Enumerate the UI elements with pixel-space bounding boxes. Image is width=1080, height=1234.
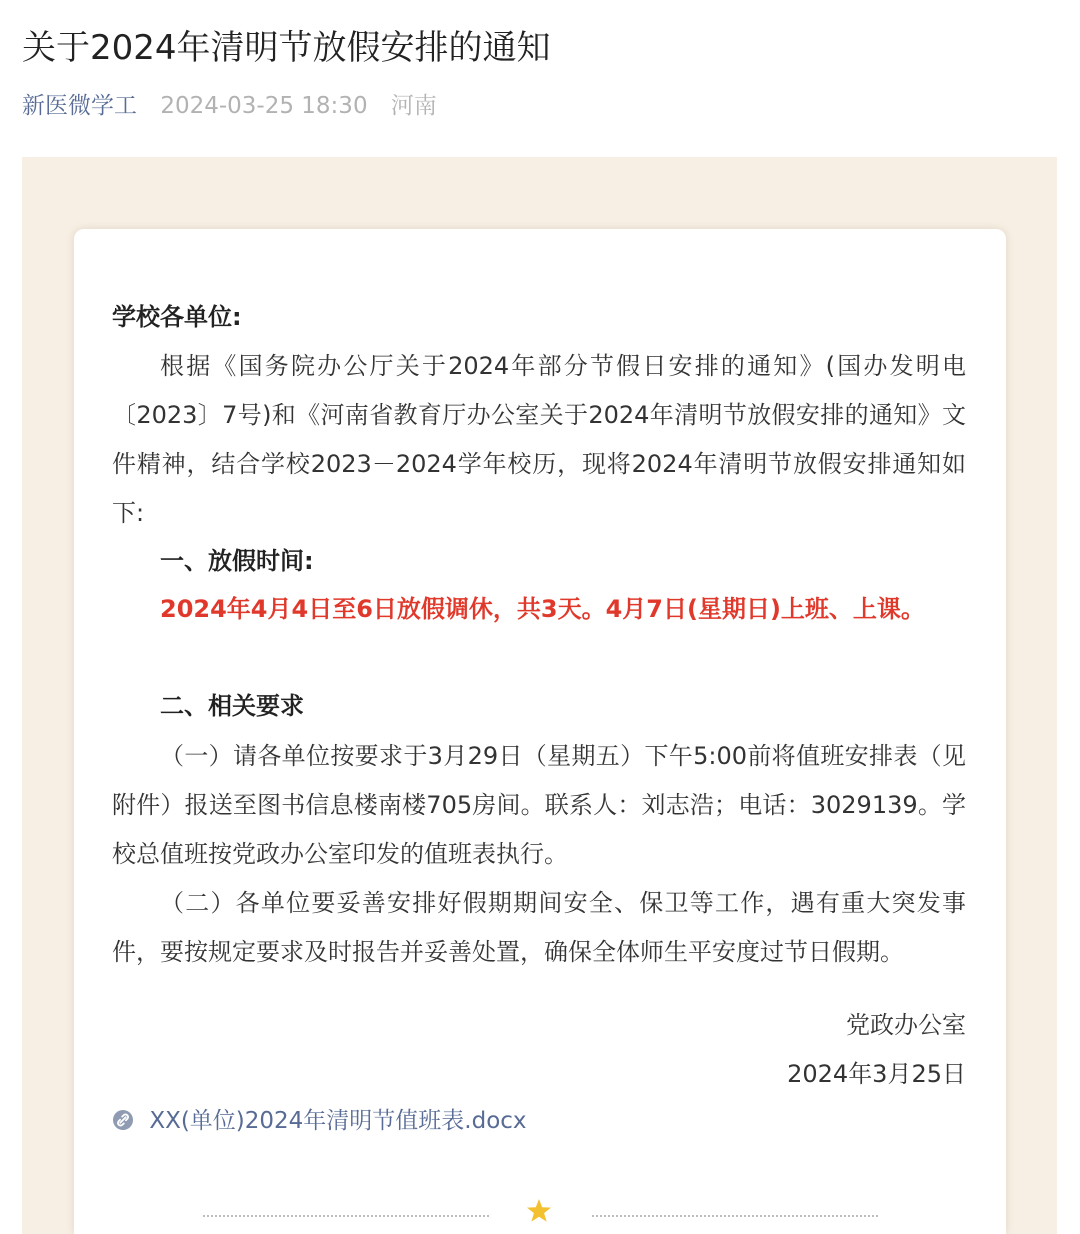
section-heading-holiday-time: 一、放假时间:: [160, 547, 314, 575]
article-title: 关于2024年清明节放假安排的通知: [22, 28, 551, 68]
notice-intro-paragraph: 根据《国务院办公厅关于2024年部分节假日安排的通知》(国办发明电〔2023〕7号)和《河南省教育厅办公室关于2024年清明节放假安排的通知》文件精神，结合学校2023－2024学年校历，现将2024年清明节放假安排通知如下:: [112, 352, 966, 527]
signature-date: 2024年3月25日: [787, 1060, 966, 1088]
requirement-duty-schedule: （一）请各单位按要求于3月29日（星期五）下午5:00前将值班安排表（见附件）报送至图书信息楼南楼705房间。联系人：刘志浩；电话：3029139。学校总值班按党政办公室印发的值班表执行。: [112, 742, 966, 868]
holiday-dates-highlight: 2024年4月4日至6日放假调休，共3天。4月7日(星期日)上班、上课。: [160, 595, 925, 623]
separator-line-right: [592, 1215, 878, 1217]
attachment-link[interactable]: [112, 1102, 527, 1140]
publish-time: 2024-03-25 18:30: [160, 93, 368, 119]
section-heading-requirements: 二、相关要求: [160, 692, 304, 720]
attachment-filename: XX(单位)2024年清明节值班表.docx: [149, 1108, 527, 1134]
notice-salutation: 学校各单位:: [112, 303, 242, 331]
separator-line-left: [203, 1215, 489, 1217]
publish-location: 河南: [390, 93, 437, 119]
link-clip-icon: [112, 1109, 134, 1131]
requirement-safety: （二）各单位要妥善安排好假期期间安全、保卫等工作，遇有重大突发事件，要按规定要求及时报告并妥善处置，确保全体师生平安度过节日假期。: [112, 889, 966, 966]
account-name-link[interactable]: 新医微学工: [22, 93, 137, 119]
star-icon: [524, 1196, 554, 1226]
signature-organization: 党政办公室: [846, 1011, 966, 1039]
article-meta: [22, 90, 437, 122]
